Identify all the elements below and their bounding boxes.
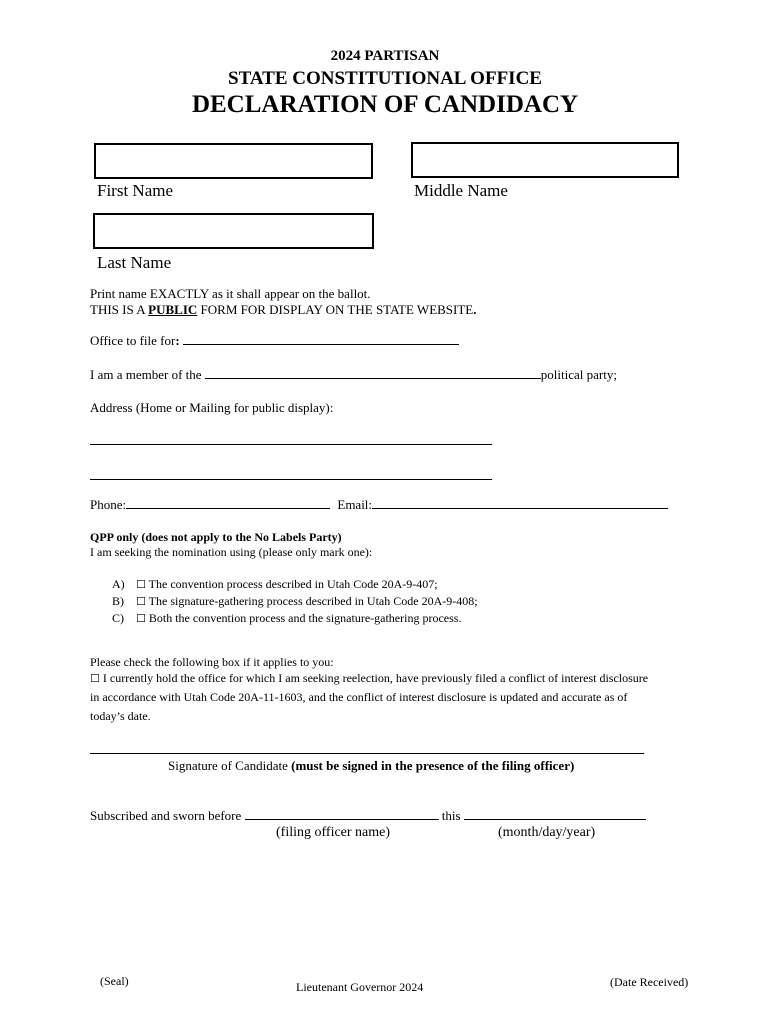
sworn-mid: this (438, 808, 464, 823)
party-label-post: political party; (540, 367, 617, 382)
filing-officer-caption: (filing officer name) (276, 825, 391, 840)
party-input-line[interactable] (205, 367, 541, 379)
phone-label: Phone: (90, 497, 127, 512)
public-form-notice (90, 302, 477, 318)
option-letter: C) (112, 611, 124, 625)
party-label-pre: I am a member of the (90, 367, 205, 382)
option-text: Both the convention process and the signature-gathering process. (148, 611, 462, 625)
public-notice-period: . (473, 302, 477, 317)
public-notice-emphasis: PUBLIC (148, 302, 198, 317)
seal-label: (Seal) (100, 974, 129, 988)
phone-input-line[interactable] (126, 497, 330, 509)
first-name-label: First Name (97, 181, 174, 200)
option-text: The convention process described in Utah Code 20A-9-407; (148, 577, 438, 591)
reelection-line-1 (90, 671, 648, 686)
sworn-date-caption: (month/day/year) (498, 825, 596, 840)
office-line (90, 333, 459, 349)
contact-line (90, 497, 668, 513)
office-colon: : (175, 333, 180, 348)
address-line-2[interactable] (90, 479, 492, 480)
checkbox-icon[interactable]: ☐ (90, 672, 100, 685)
sworn-pre: Subscribed and sworn before (90, 808, 245, 823)
middle-name-label: Middle Name (414, 181, 508, 200)
signature-label: Signature of Candidate (168, 758, 292, 773)
form-office-heading: STATE CONSTITUTIONAL OFFICE (228, 68, 542, 89)
ballot-instruction: Print name EXACTLY as it shall appear on the ballot. (90, 286, 371, 301)
option-letter: B) (112, 594, 124, 608)
checkbox-icon[interactable]: ☐ (136, 595, 146, 608)
address-label: Address (Home or Mailing for public display): (90, 400, 334, 415)
option-text: The signature-gathering process described in Utah Code 20A-9-408; (148, 594, 478, 608)
qpp-option-a (112, 577, 438, 592)
date-received-label: (Date Received) (610, 975, 689, 989)
form-year-heading: 2024 PARTISAN (330, 48, 440, 64)
reelection-line-3: today’s date. (90, 709, 151, 723)
first-name-field[interactable] (94, 143, 373, 179)
signature-caption (168, 758, 574, 774)
signature-note: (must be signed in the presence of the filing officer) (291, 758, 575, 773)
middle-name-field[interactable] (411, 142, 679, 178)
page-title: DECLARATION OF CANDIDACY (191, 91, 579, 118)
public-notice-pre: THIS IS A (90, 302, 149, 317)
office-input-line[interactable] (183, 333, 459, 345)
checkbox-icon[interactable]: ☐ (136, 612, 146, 625)
qpp-subheading: I am seeking the nomination using (please only mark one): (90, 545, 373, 559)
email-label: Email: (337, 497, 373, 512)
qpp-heading: QPP only (does not apply to the No Labels Party) (90, 530, 342, 544)
sworn-line (90, 808, 646, 824)
party-line (90, 367, 617, 383)
option-letter: A) (112, 577, 125, 591)
office-label: Office to file for (90, 333, 176, 348)
qpp-option-b (112, 594, 478, 609)
last-name-field[interactable] (93, 213, 374, 249)
sworn-date-input-line[interactable] (464, 808, 646, 820)
reelection-line-2: in accordance with Utah Code 20A-11-1603, and the conflict of interest disclosure is updated and accurate as of (90, 690, 628, 704)
reelection-text-1: I currently hold the office for which I am seeking reelection, have previously filed a conflict of interest disclosure (102, 671, 649, 685)
qpp-option-c (112, 611, 461, 626)
last-name-label: Last Name (97, 253, 172, 272)
footer-issuer: Lieutenant Governor 2024 (296, 980, 424, 994)
reelection-intro: Please check the following box if it applies to you: (90, 655, 334, 669)
filing-officer-input-line[interactable] (245, 808, 439, 820)
signature-line[interactable] (90, 753, 644, 754)
checkbox-icon[interactable]: ☐ (136, 578, 146, 591)
address-line-1[interactable] (90, 444, 492, 445)
public-notice-post: FORM FOR DISPLAY ON THE STATE WEBSITE (197, 302, 474, 317)
email-input-line[interactable] (372, 497, 668, 509)
